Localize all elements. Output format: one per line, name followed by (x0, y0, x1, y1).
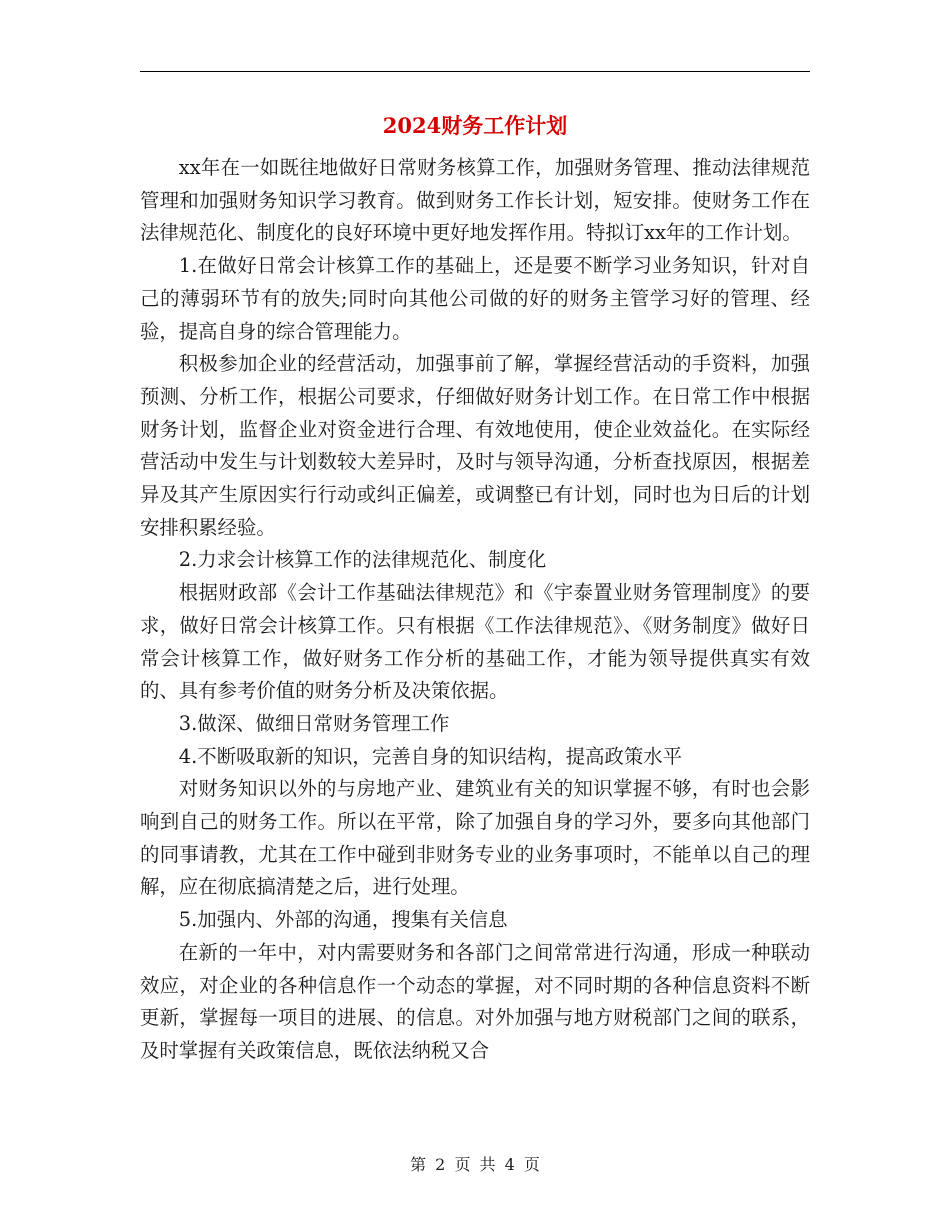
paragraph-intro: xx年在一如既往地做好日常财务核算工作，加强财务管理、推动法律规范管理和加强财务知识学习教育。做到财务工作长计划，短安排。使财务工作在法律规范化、制度化的良好环境中更好地发挥作用。特拟订xx年的工作计划。 (140, 156, 810, 245)
paragraph-item-5-detail: 在新的一年中，对内需要财务和各部门之间常常进行沟通，形成一种联动效应，对企业的各种信息作一个动态的掌握，对不同时期的各种信息资料不断更新，掌握每一项目的进展、的信息。对外加强与地方财税部门之间的联系，及时掌握有关政策信息，既依法纳税又合 (140, 940, 810, 1062)
document-body (140, 152, 810, 1068)
paragraph-item-5-heading: 5.加强内、外部的沟通，搜集有关信息 (178, 908, 508, 932)
paragraph-item-4-heading: 4.不断吸取新的知识，完善自身的知识结构，提高政策水平 (178, 744, 683, 768)
paragraph-item-1: 1.在做好日常会计核算工作的基础上，还是要不断学习业务知识，针对自己的薄弱环节有的放失;同时向其他公司做的好的财务主管学习好的管理、经验，提高自身的综合管理能力。 (140, 254, 810, 343)
paragraph-item-1-detail: 积极参加企业的经营活动，加强事前了解，掌握经营活动的手资料，加强预测、分析工作，根据公司要求，仔细做好财务计划工作。在日常工作中根据财务计划，监督企业对资金进行合理、有效地使用，使企业效益化。在实际经营活动中发生与计划数较大差异时，及时与领导沟通，分析查找原因，根据差异及其产生原因实行行动或纠正偏差，或调整已有计划，同时也为日后的计划安排积累经验。 (140, 352, 810, 539)
page-number-footer: 第 2 页 共 4 页 (410, 1155, 540, 1174)
paragraph-item-2-detail: 根据财政部《会计工作基础法律规范》和《宇泰置业财务管理制度》的要求，做好日常会计核算工作。只有根据《工作法律规范》、《财务制度》做好日常会计核算工作，做好财务工作分析的基础工作，才能为领导提供真实有效的、具有参考价值的财务分析及决策依据。 (140, 581, 810, 703)
paragraph-item-2-heading: 2.力求会计核算工作的法律规范化、制度化 (178, 548, 547, 572)
paragraph-item-4-detail: 对财务知识以外的与房地产业、建筑业有关的知识掌握不够，有时也会影响到自己的财务工作。所以在平常，除了加强自身的学习外，要多向其他部门的同事请教，尤其在工作中碰到非财务专业的业务事项时，不能单以自己的理解，应在彻底搞清楚之后，进行处理。 (140, 777, 810, 899)
header-rule (140, 71, 810, 72)
document-title: 2024财务工作计划 (382, 113, 568, 138)
paragraph-item-3-heading: 3.做深、做细日常财务管理工作 (178, 711, 450, 735)
